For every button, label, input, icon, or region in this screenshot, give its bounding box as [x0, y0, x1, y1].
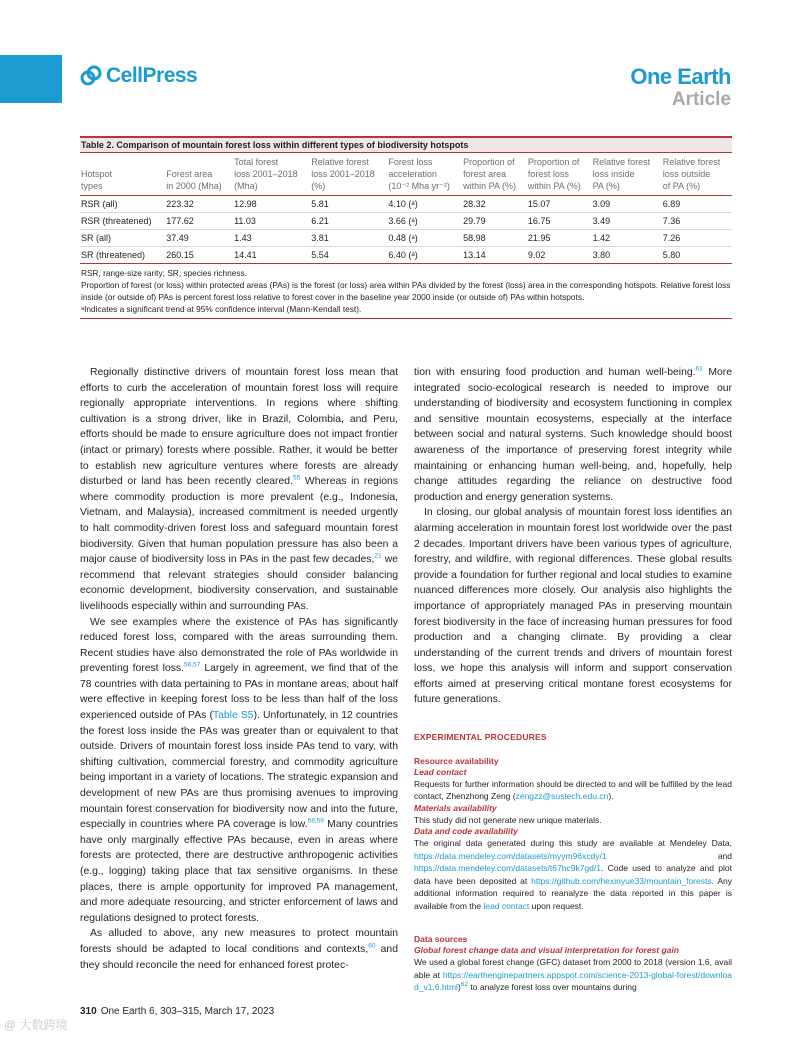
table-cell: 5.54	[310, 247, 387, 264]
column-header: Proportion of forest loss within PA (%)	[527, 153, 592, 196]
table-cell: 5.80	[662, 247, 732, 264]
footnote-definitions: Proportion of forest (or loss) within protected areas (PAs) is the forest (or loss) area within PAs divided by the forest (loss) area in the corresponding hotspots. Relative forest loss inside (or outside of) PAs is percent forest loss relative to forest cover in the baseline year 2000 inside (or outside of) PAs within hotspots.	[81, 280, 731, 302]
table-cell: 16.75	[527, 213, 592, 230]
table-s5-link[interactable]: Table S5	[212, 710, 254, 722]
table-cell: 7.26	[662, 230, 732, 247]
table-cell: 6.89	[662, 196, 732, 213]
right-column	[414, 365, 732, 994]
page-footer	[80, 1006, 274, 1017]
paragraph: We see examples where the existence of PAs has significantly reduced forest loss, compared with the areas surrounding them. Recent studies have also demonstrated the role of PAs worldwide in preventing forest loss.$^{56,57}$ Largely in agreement, we find that of the 78 countries with data pertaining to PAs in montane areas, about half were effective in keeping forest loss to be less than half of the loss experienced outside of PAs (Table S5). Unfortunately, in 12 countries the forest loss inside the PAs was greater than or equivalent to that outside. Drivers of mountain forest loss inside PAs tend to vary, with shifting cultivation, commercial forestry, and commodity agriculture being important in a variety of locations. The strategic expansion and development of new PAs are thus promising avenues to improving mountain forest conservation for biodiversity now and into the future, especially in countries where PA coverage is low.$^{58,59}$ Many countries have only marginally effective PAs because, even in areas where forests are protected, there are destructive anthropogenic activities (e.g., logging) taking place that tax sensitive organisms. In these places, there is ample opportunity for improved PA management, and more adequate resourcing, and stricter enforcement of laws and regulations designed to protect forests.	[80, 616, 399, 924]
table-cell: 3.81	[310, 230, 387, 247]
section-tab-marker	[0, 55, 62, 103]
table-cell: 6.21	[310, 213, 387, 230]
mendeley-link-1[interactable]: https://data.mendeley.com/datasets/myym96xcdy/1	[414, 850, 607, 861]
column-header: Relative forest loss 2001–2018 (%)	[310, 153, 387, 196]
ref-link[interactable]: 60	[368, 942, 376, 950]
cellpress-logo[interactable]	[80, 64, 197, 88]
journal-name: One Earth	[630, 64, 731, 89]
column-header: Proportion of forest area within PA (%)	[462, 153, 527, 196]
resource-availability-heading: Resource availability	[414, 755, 499, 766]
left-column	[80, 365, 398, 973]
table-row	[80, 247, 732, 264]
table-row	[80, 230, 732, 247]
table-cell: 15.07	[527, 196, 592, 213]
table-cell: 177.62	[165, 213, 233, 230]
lead-contact-heading: Lead contact	[414, 766, 467, 777]
data-code-heading: Data and code availability	[414, 826, 518, 837]
table-cell: 3.66 (ᵃ)	[387, 213, 462, 230]
table-cell: 0.48 (ᵃ)	[387, 230, 462, 247]
column-header: Forest area in 2000 (Mha)	[165, 153, 233, 196]
table-cell: 13.14	[462, 247, 527, 264]
paragraph: tion with ensuring food production and human well-being.$^{61}$ More integrated socio-ecological research is needed to improve our understanding of biodiversity and ecosystem functioning in complex and sensitive mountain ecosystems, especially at the interface between social and natural systems. Such knowledge should boost awareness of the importance of preserving forest integrity while maintaining or enhancing human well-being, and, hopefully, help change attitudes regarding the reliance on destructive food production and energy generation systems.	[414, 365, 732, 503]
table-cell: 260.15	[165, 247, 233, 264]
gfc-link[interactable]: https://earthenginepartners.appspot.com/science-2013-global-forest/download_v1.6.html	[414, 969, 732, 993]
table-caption: Table 2. Comparison of mountain forest loss within different types of biodiversity hotspots	[80, 136, 732, 153]
table-cell: 28.32	[462, 196, 527, 213]
table-header-row	[80, 153, 732, 196]
table-cell: 5.81	[310, 196, 387, 213]
ref-link[interactable]: 58,59	[307, 817, 324, 825]
ref-link[interactable]: 55	[292, 474, 301, 482]
row-label: SR (threatened)	[80, 247, 165, 264]
table-row	[80, 196, 732, 213]
lead-contact-link[interactable]: lead contact	[483, 900, 530, 911]
table-cell: 21.95	[527, 230, 592, 247]
table-cell: 1.43	[233, 230, 310, 247]
table-footnotes	[80, 264, 732, 319]
mendeley-link-2[interactable]: https://data.mendeley.com/datasets/t67hc9k7gd/1	[414, 863, 601, 874]
table-body	[80, 196, 732, 264]
table-cell: 11.03	[233, 213, 310, 230]
column-header: Forest loss acceleration (10⁻² Mha yr⁻²)	[387, 153, 462, 196]
table-row	[80, 213, 732, 230]
citation: One Earth 6, 303–315, March 17, 2023	[100, 1006, 275, 1017]
gfc-heading: Global forest change data and visual interpretation for forest gain	[414, 945, 679, 956]
table-cell: 3.49	[592, 213, 662, 230]
table-cell: 1.42	[592, 230, 662, 247]
section-heading: EXPERIMENTAL PROCEDURES	[414, 732, 547, 743]
logo-text: CellPress	[106, 64, 198, 87]
table-cell: 37.49	[165, 230, 233, 247]
paragraph: As alluded to above, any new measures to protect mountain forests should be adapted to local conditions and contexts,$^{60}$ and they should reconcile the need for enhanced forest protec-	[80, 928, 398, 971]
table-cell: 4.10 (ᵃ)	[387, 196, 462, 213]
footnote-significance: ᵃIndicates a significant trend at 95% confidence interval (Mann-Kendall test).	[81, 304, 362, 314]
ref-link[interactable]: 21	[374, 552, 382, 560]
journal-header	[630, 64, 731, 110]
table-cell: 9.02	[527, 247, 592, 264]
column-header: Relative forest loss inside PA (%)	[592, 153, 662, 196]
row-label: RSR (all)	[80, 196, 165, 213]
row-label: SR (all)	[80, 230, 165, 247]
table-cell: 14.41	[233, 247, 310, 264]
footnote-abbrev: RSR, range-size rarity; SR, species richness.	[81, 268, 247, 278]
data-code-text: The original data generated during this study are available at Mendeley Data, https://data.mendeley.com/datasets/myym96xcdy/1 and https://data.mendeley.com/datasets/t67hc9k7gd/1. Code used to analyze and plot data have been deposited at https://github.com/hexinyue33/mountain_forests. Any additional information required to reanalyze the data reported in this paper is available from the lead contact upon request.	[414, 838, 732, 911]
table-cell: 223.32	[165, 196, 233, 213]
table-cell: 58.98	[462, 230, 527, 247]
materials-heading: Materials availability	[414, 802, 497, 813]
table-cell: 7.36	[662, 213, 732, 230]
column-header: Total forest loss 2001–2018 (Mha)	[233, 153, 310, 196]
table-cell: 3.09	[592, 196, 662, 213]
ref-link[interactable]: 61	[695, 365, 703, 373]
column-header: Hotspot types	[80, 153, 165, 196]
ref-link[interactable]: 62	[460, 981, 469, 989]
gfc-text: We used a global forest change (GFC) dataset from 2000 to 2018 (version 1.6, available at https://earthenginepartners.appspot.com/science-2013-global-forest/download_v1.6.html)$^{62}$ to analyze forest loss over mountains during	[414, 957, 732, 993]
table-cell: 6.40 (ᵃ)	[387, 247, 462, 264]
email-link[interactable]: zengzz@sustech.edu.cn	[515, 791, 609, 802]
data-sources-heading: Data sources	[414, 934, 468, 945]
materials-text: This study did not generate new unique materials.	[414, 814, 602, 825]
lead-contact-text: Requests for further information should be directed to and will be fulfilled by the lead contact, Zhenzhong Zeng (zengzz@sustech.edu.cn).	[414, 778, 732, 802]
column-header: Relative forest loss outside of PA (%)	[662, 153, 732, 196]
github-link[interactable]: https://github.com/hexinyue33/mountain_forests	[531, 875, 712, 886]
paragraph: Regionally distinctive drivers of mountain forest loss mean that efforts to curb the acceleration of mountain forest loss will require regionally appropriate interventions. In regions where shifting cultivation is a strong driver, like in Brazil, Colombia, and Peru, efforts should be made to ensure agriculture does not impact frontier (intact or primary) forests where possible. Rather, it would be better to establish new agriculture ventures where forests are already disturbed or land has been recently cleared.$^{55}$ Whereas in regions where commodity production is more prevalent (e.g., Indonesia, Vietnam, and Malaysia), increased commitment is needed urgently to halt commodity-driven forest loss and safeguard mountain forest biodiversity. Given that human population pressure has also been a major cause of biodiversity loss in PAs in the past few decades,$^{21}$ we recommend that relevant strategies should consider balancing economic development, biodiversity conservation, and sustainable livelihoods especially within and surrounding PAs.	[80, 367, 399, 612]
article-type: Article	[671, 89, 731, 110]
watermark: @ 大数跨境	[4, 1018, 68, 1032]
paragraph: In closing, our global analysis of mountain forest loss identifies an alarming acceleration in mountain forest lost worldwide over the past 2 decades. Important drivers have been various types of agriculture, forestry, and wildfire, with regional differences. These global results provide a foundation for further regional and local studies to examine nuanced differences more closely. Our analysis also highlights the importance of appropriately managed PAs in preserving mountain forest biodiversity in the face of increasing human pressures for food production and a changing climate. By providing a clear understanding of the current trends and drivers of mountain forest loss, we hope this analysis will inform and support conservation efforts aimed at preserving critical montane forest ecosystems for future generations.	[414, 507, 732, 706]
data-table	[80, 153, 732, 264]
table-cell: 12.98	[233, 196, 310, 213]
table-cell: 29.79	[462, 213, 527, 230]
ref-link[interactable]: 56,57	[184, 661, 201, 669]
row-label: RSR (threatened)	[80, 213, 165, 230]
table-cell: 3.80	[592, 247, 662, 264]
table-2	[80, 136, 732, 319]
page-number: 310	[80, 1006, 97, 1017]
cellpress-logo-icon	[80, 65, 102, 87]
